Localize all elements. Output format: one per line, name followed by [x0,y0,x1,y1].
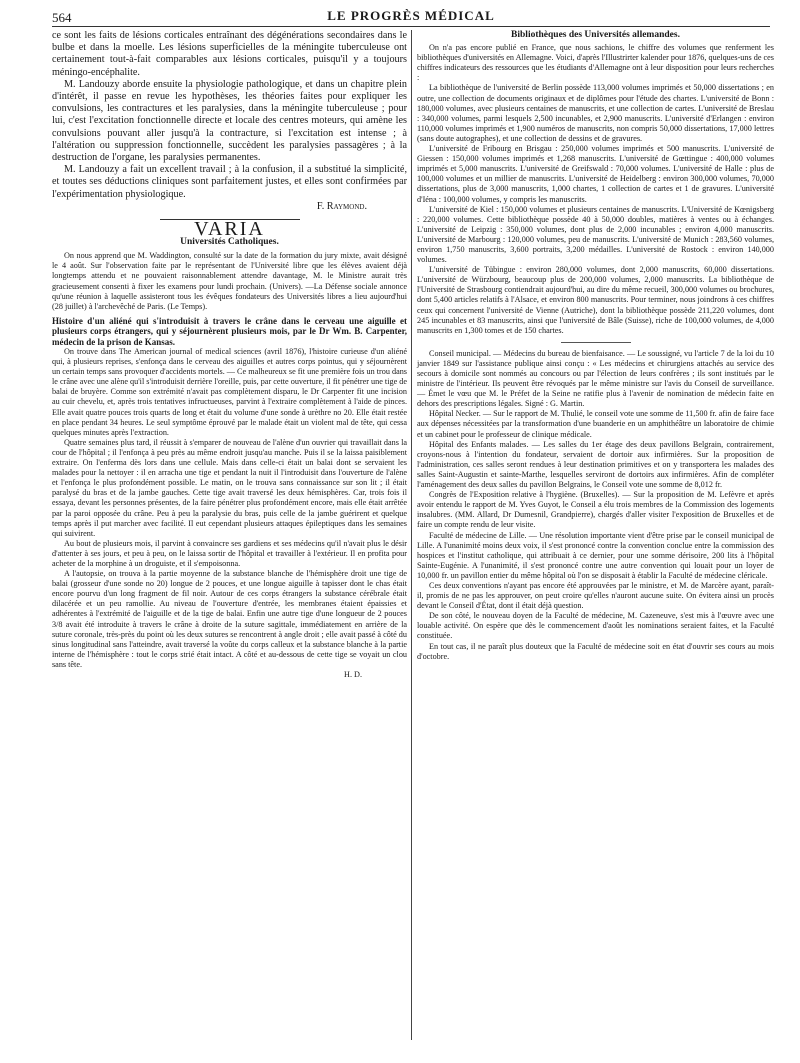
paragraph: On n'a pas encore publié en France, que nous sachions, le chiffre des volumes que renferment les bibliothèques d'universités en Allemagne. Voici, d'après l'Illustrirter kalender pour 1876, quelques-uns de ces chiffres indicateurs des ressources que les étudiants d'Allemagne ont à leur disposition pour leurs recherches : [417,43,774,83]
paragraph: Au bout de plusieurs mois, il parvint à convaincre ses gardiens et ses médecins qu'il n'avait plus le désir d'attenter à ses jours, et peu à peu, on le laissa sortir de l'hôpital et travailler à l'extérieur. Il en profita pour acheter de la morphine à un droguiste, et il s'empoisonna. [52,538,407,568]
news-item: Hôpital des Enfants malades. — Les salles du 1er étage des deux pavillons Belgrain, contrairement, croyons-nous à l'intention du fondateur, servaient de dortoir aux infirmières. Sur la proposition de l'administration, ces salles seront rendues à leur destination primitives et on y transportera les malades des salles Saint-Augustin et sainte-Marthe, lesquelles serviront de dortoirs aux infirmières. Afin de compléter l'aménagement des deux salles du pavillon Belgrains, le Conseil vote une somme de 8,012 fr. [417,439,774,490]
section-heading-varia: VARIA [194,218,265,241]
left-column [52,30,407,680]
news-item: De son côté, le nouveau doyen de la Faculté de médecine, M. Cazeneuve, s'est mis à l'œuvre avec une louable activité. On espère que dès le commencement d'août les nominations seraient faites, et la Faculté constituée. [417,611,774,641]
paragraph: ce sont les faits de lésions corticales entraînant des dégénérations secondaires dans le bulbe et dans la moelle. Les lésions superficielles de la méningite tuberculeuse ont certainement tout-à-fait comparables aux lésions corticales, puisqu'il y a toujours méningo-encéphalite. [52,30,407,78]
paragraph: L'université de Tübingue : environ 280,000 volumes, dont 2,000 manuscrits, 60,000 dissertations. L'université de Würzbourg, beaucoup plus de 200,000 volumes, 2,000 manuscrits. La bibliothèque de l'Université de Strasbourg contiendrait aujourd'hui, au dire du même recueil, 300,000 volumes ou brochures, dont 5,400 articles relatifs à l'Alsace, et environ 800 manuscrits. Pour terminer, nous joindrons à ces chiffres ceux qui concernent l'université de Vienne (Autriche), dont la bibliothèque possède 211,220 volumes, dont 245 incunables et 83 manuscrits, ainsi que l'université de Bâle (Suisse), riche de 100,000 volumes, de 4,000 manuscrits en 1,300 tomes et de 150 chartes. [417,265,774,335]
news-item: Ces deux conventions n'ayant pas encore été approuvées par le ministre, et M. de Marcère ayant, paraît-il, promis de ne pas les approuver, on peut croire qu'elles n'auront aucune suite. On évitera ainsi un procès devant le Conseil d'État, dont il était déjà question. [417,580,774,611]
author-signature: F. Raymond. [316,200,367,212]
page-header [52,6,770,27]
paragraph: La bibliothèque de l'université de Berlin possède 113,000 volumes imprimés et 50,000 dissertations ; en outre, une collection de documents originaux et de diplômes pour l'étude des chartes. L'université de Bonn : 180,000 volumes, avec plusieurs centaines de manuscrits, et une collection de cartes. L'université de Breslau : 340,000 volumes, parmi lesquels 2,500 incunables, et 2,900 manuscrits. L'université d'Erlangen : environ 110,000 volumes imprimés et 1,900 numéros de manuscrits, non compris 50,000 dissertations, 17,000 lettres (sans doute autographes), et une collection de dessins et de gravures. [417,83,774,143]
paragraph: M. Landouzy aborde ensuite la physiologie pathologique, et dans un chapitre plein d'intérêt, il passe en revue les hypothèses, les théories faites pour expliquer les convulsions, les contractures et les paralysies, dans la méningite tuberculeuse ; pour lui, c'est l'excitation fonctionnelle directe et locale des centres moteurs, qui amène les convulsions pouvant aller jusqu'à la contracture, si l'excitation est intense ; à l'altération ou suppression fonctionnelle, succèdent les paralysies passagères ; à la destruction de l'organe, les paralysies permanentes. [52,78,407,164]
paragraph: On trouve dans The American journal of medical sciences (avril 1876), l'histoire curieuse d'un aliéné qui, à plusieurs reprises, s'enfonça dans le cerveau des aiguilles et autres corps pointus, qui y séjournèrent un certain temps sans provoquer d'accidents mortels. — Ce malheureux se fit une première fois un trou dans le crâne avec une alène qu'il s'introduisit derrière l'oreille, puis, par cette ouverture, il fit pénétrer une tige de balai de bruyère. Comme son extrémité n'avait pas complètement disparu, le Dr Carpenter fit une incision au cuir chevelu, et, après trois tentatives infructueuses, parvint à l'extraire complètement à l'aide de pinces. Elle avait quatre pouces trois quarts de long et était du volume d'une sonde à urèthre no 20. Elle était restée en place pendant 34 heures. Le seul symptôme éprouvé par le malade était un violent mal de tête, qui cessa quelques minutes après l'extraction. [52,347,407,437]
section-rule [561,342,631,343]
news-item: Congrès de l'Exposition relative à l'hygiène. (Bruxelles). — Sur la proposition de M. Lefèvre et après avoir entendu le rapport de M. Yves Guyot, le Conseil a élu trois membres de la Commission des logements insalubres. (MM. Allard, Dr Dumesnil, Grandpierre), chargés d'aller visiter l'exposition de Bruxelles et de faire un compte rendu de leur visite. [417,490,774,530]
news-item: Conseil municipal. — Médecins du bureau de bienfaisance. — Le soussigné, vu l'article 7 de la loi du 10 janvier 1849 sur l'assistance publique ainsi conçu : « Les médecins et chirurgiens attachés au service des secours à domicile sont nommés au concours ou par l'élection de leurs confrères ; ils sont institués par le ministre de l'intérieur. Ils peuvent être révoqués par le même ministre sur l'avis du Conseil de surveillance. — Émet le vœu que M. le Préfet de la Seine ne ratifie plus à l'avenir de nomination de médecin faite en dehors des prescriptions légales. Signé : G. Martin. [417,348,774,409]
author-initials: H. D. [344,670,362,680]
paragraph: M. Landouzy a fait un excellent travail ; à la confusion, il a substitué la simplicité, et toutes ses déductions cliniques sont parfaitement justes, et elles sont confirmées par l'expérimentation physiologique. [52,164,407,200]
article-title: Histoire d'un aliéné qui s'introduisit à travers le crâne dans le cerveau une aiguille et plusieurs corps étrangers, qui y séjournèrent plusieurs mois, par le Dr Wm. B. Carpenter, médecin de la prison de Kansas. [52,315,407,347]
paragraph: Quatre semaines plus tard, il réussit à s'emparer de nouveau de l'alène d'un ouvrier qui travaillait dans la cour de l'hôpital ; il l'enfonça à peu près au même endroit jusqu'au manche. Puis il se la laissa paisiblement extraire. On l'enferma dès lors dans une cellule. Mais dans celle-ci était un balai dont se servaient les malades pour la nettoyer : il en arracha une tige et pendant la nuit il l'introduisit dans l'ouverture de l'alène et l'enfonça le plus profondément possible. Le matin, on le trouva sans connaissance sur son lit ; il était paralysé du bras et de la jambe gauches. Cette tige avait traversé les deux hémisphères. Car, trois fois il essaya, devant les personnes présentes, de la faire pénétrer plus profondément encore, mais elle était arrêtée par la paroi opposée du crâne. Peu à peu la paralysie du bras, puis celle de la jambe guérirent et quelque temps après il put marcher avec facilité. Il eut cependant plusieurs attaques épileptiques dans les semaines qui suivirent. [52,437,407,538]
news-item: En tout cas, il ne paraît plus douteux que la Faculté de médecine soit en état d'ouvrir ses cours au mois d'octobre. [417,641,774,661]
paragraph: L'université de Fribourg en Brisgau : 250,000 volumes imprimés et 500 manuscrits. L'université de Giessen : 150,000 volumes imprimés et 1,268 manuscrits. L'université de Gœttingue : 400,000 volumes imprimés et 5,000 manuscrits. L'université de Greifswald : 70,000 volumes. L'université de Halle : plus de 100,000 volumes et un millier de manuscrits. L'université de Heidelberg : environ 300,000 volumes, 70,000 dissertations, plus de 3,000 manuscrits, 1,000 chartes, 1 collection de cartes et 1 de gravures. L'université d'Iéna : 100,000 volumes, y compris les manuscrits. [417,144,774,204]
news-item: Hôpital Necker. — Sur le rapport de M. Thulié, le conseil vote une somme de 11,500 fr. afin de faire face aux dépenses nécessitées par la transformation d'une buanderie en un amphithéâtre un laboratoire de chimie et un cabinet pour le professeur de clinique médicale. [417,409,774,439]
article-title: Bibliothèques des Universités allemandes. [511,30,680,40]
journal-title: LE PROGRÈS MÉDICAL [327,8,495,23]
paragraph: A l'autopsie, on trouva à la partie moyenne de la substance blanche de l'hémisphère droit une tige de balai (grosseur d'une sonde no 20) longue de 2 pouces, et une longue aiguille à tapisser dont le chas était encore pourvu d'un long fragment de fil noir. Autour de ces corps étrangers la substance cérébrale était dilacérée et un peu ramollie. Au niveau de l'ouverture d'entrée, les membranes étaient épaissies et adhérentes à l'extrémité de l'aiguille et de la tige de balai. Enfin une autre tige d'une longueur de 2 pouces 3/8 avait été introduite à travers le crâne à droite de la suture sagittale, immédiatement en arrière de la suture coronale, très-près du point où les deux sutures se rencontrent à angle droit ; elle avait passé à côté du sinus longitudinal sans l'atteindre, avait traversé la voûte du corps calleux et la substance blanche à la partie interne de l'hémisphère : tout le corps strié était intact. A côté et au-dessous de cette tige se voyait un clou sans tête. [52,569,407,669]
paragraph: L'université de Kiel : 150,000 volumes et plusieurs centaines de manuscrits. L'Université de Kœnigsberg : 220,000 volumes. Cette bibliothèque possède 40 à 50,000 doubles, matières à ventes ou à échanges. L'université de Leipzig : 350,000 volumes, dont plus de 2,000 incunables ; environ 4,000 manuscrits. L'université de Marbourg : 120,000 volumes, peu de manuscrits. L'université de Munich : 283,560 volumes, environ 1,750 manuscrits, 3,600 portraits, 3,200 médailles. L'université de Rostock : environ 140,000 volumes. [417,204,774,265]
paragraph: On nous apprend que M. Waddington, consulté sur la date de la formation du jury mixte, avait désigné le 4 août. Sur l'observation faite par le représentant de l'Université libre que les élèves avaient déjà longtemps attendu et ne pouvaient raisonnablement attendre davantage, M. le Ministre aurait très gracieusement consenti à fixer les examens pour lundi prochain. (Univers). —La Défense sociale annonce qu'une réunion à laquelle assisteront tous les évêques fondateurs des Universités libres a lieu aujourd'hui (28 juillet) à l'archevêché de Paris. (Le Temps). [52,251,407,311]
news-item: Faculté de médecine de Lille. — Une résolution importante vient d'être prise par le conseil municipal de Lille. A l'unanimité moins deux voix, il s'est prononcé contre la convention conclue entre la commission des hospices et l'institut catholique, qui attribuait à ce dernier, pour une somme dérisoire, 200 lits à l'hôpital Sainte-Eugénie. A l'unanimité, il s'est prononcé contre une autre convention qui louait pour un loyer de 10,000 fr. un pavillon entier du même hôpital où l'on se disposait à établir la Faculté de médecine cléricale. [417,530,774,580]
page-number: 564 [52,10,72,25]
review-conclusion [52,30,407,213]
column-divider [411,30,412,1040]
subheading: Universités Catholiques. [180,237,279,248]
right-column [417,30,774,662]
